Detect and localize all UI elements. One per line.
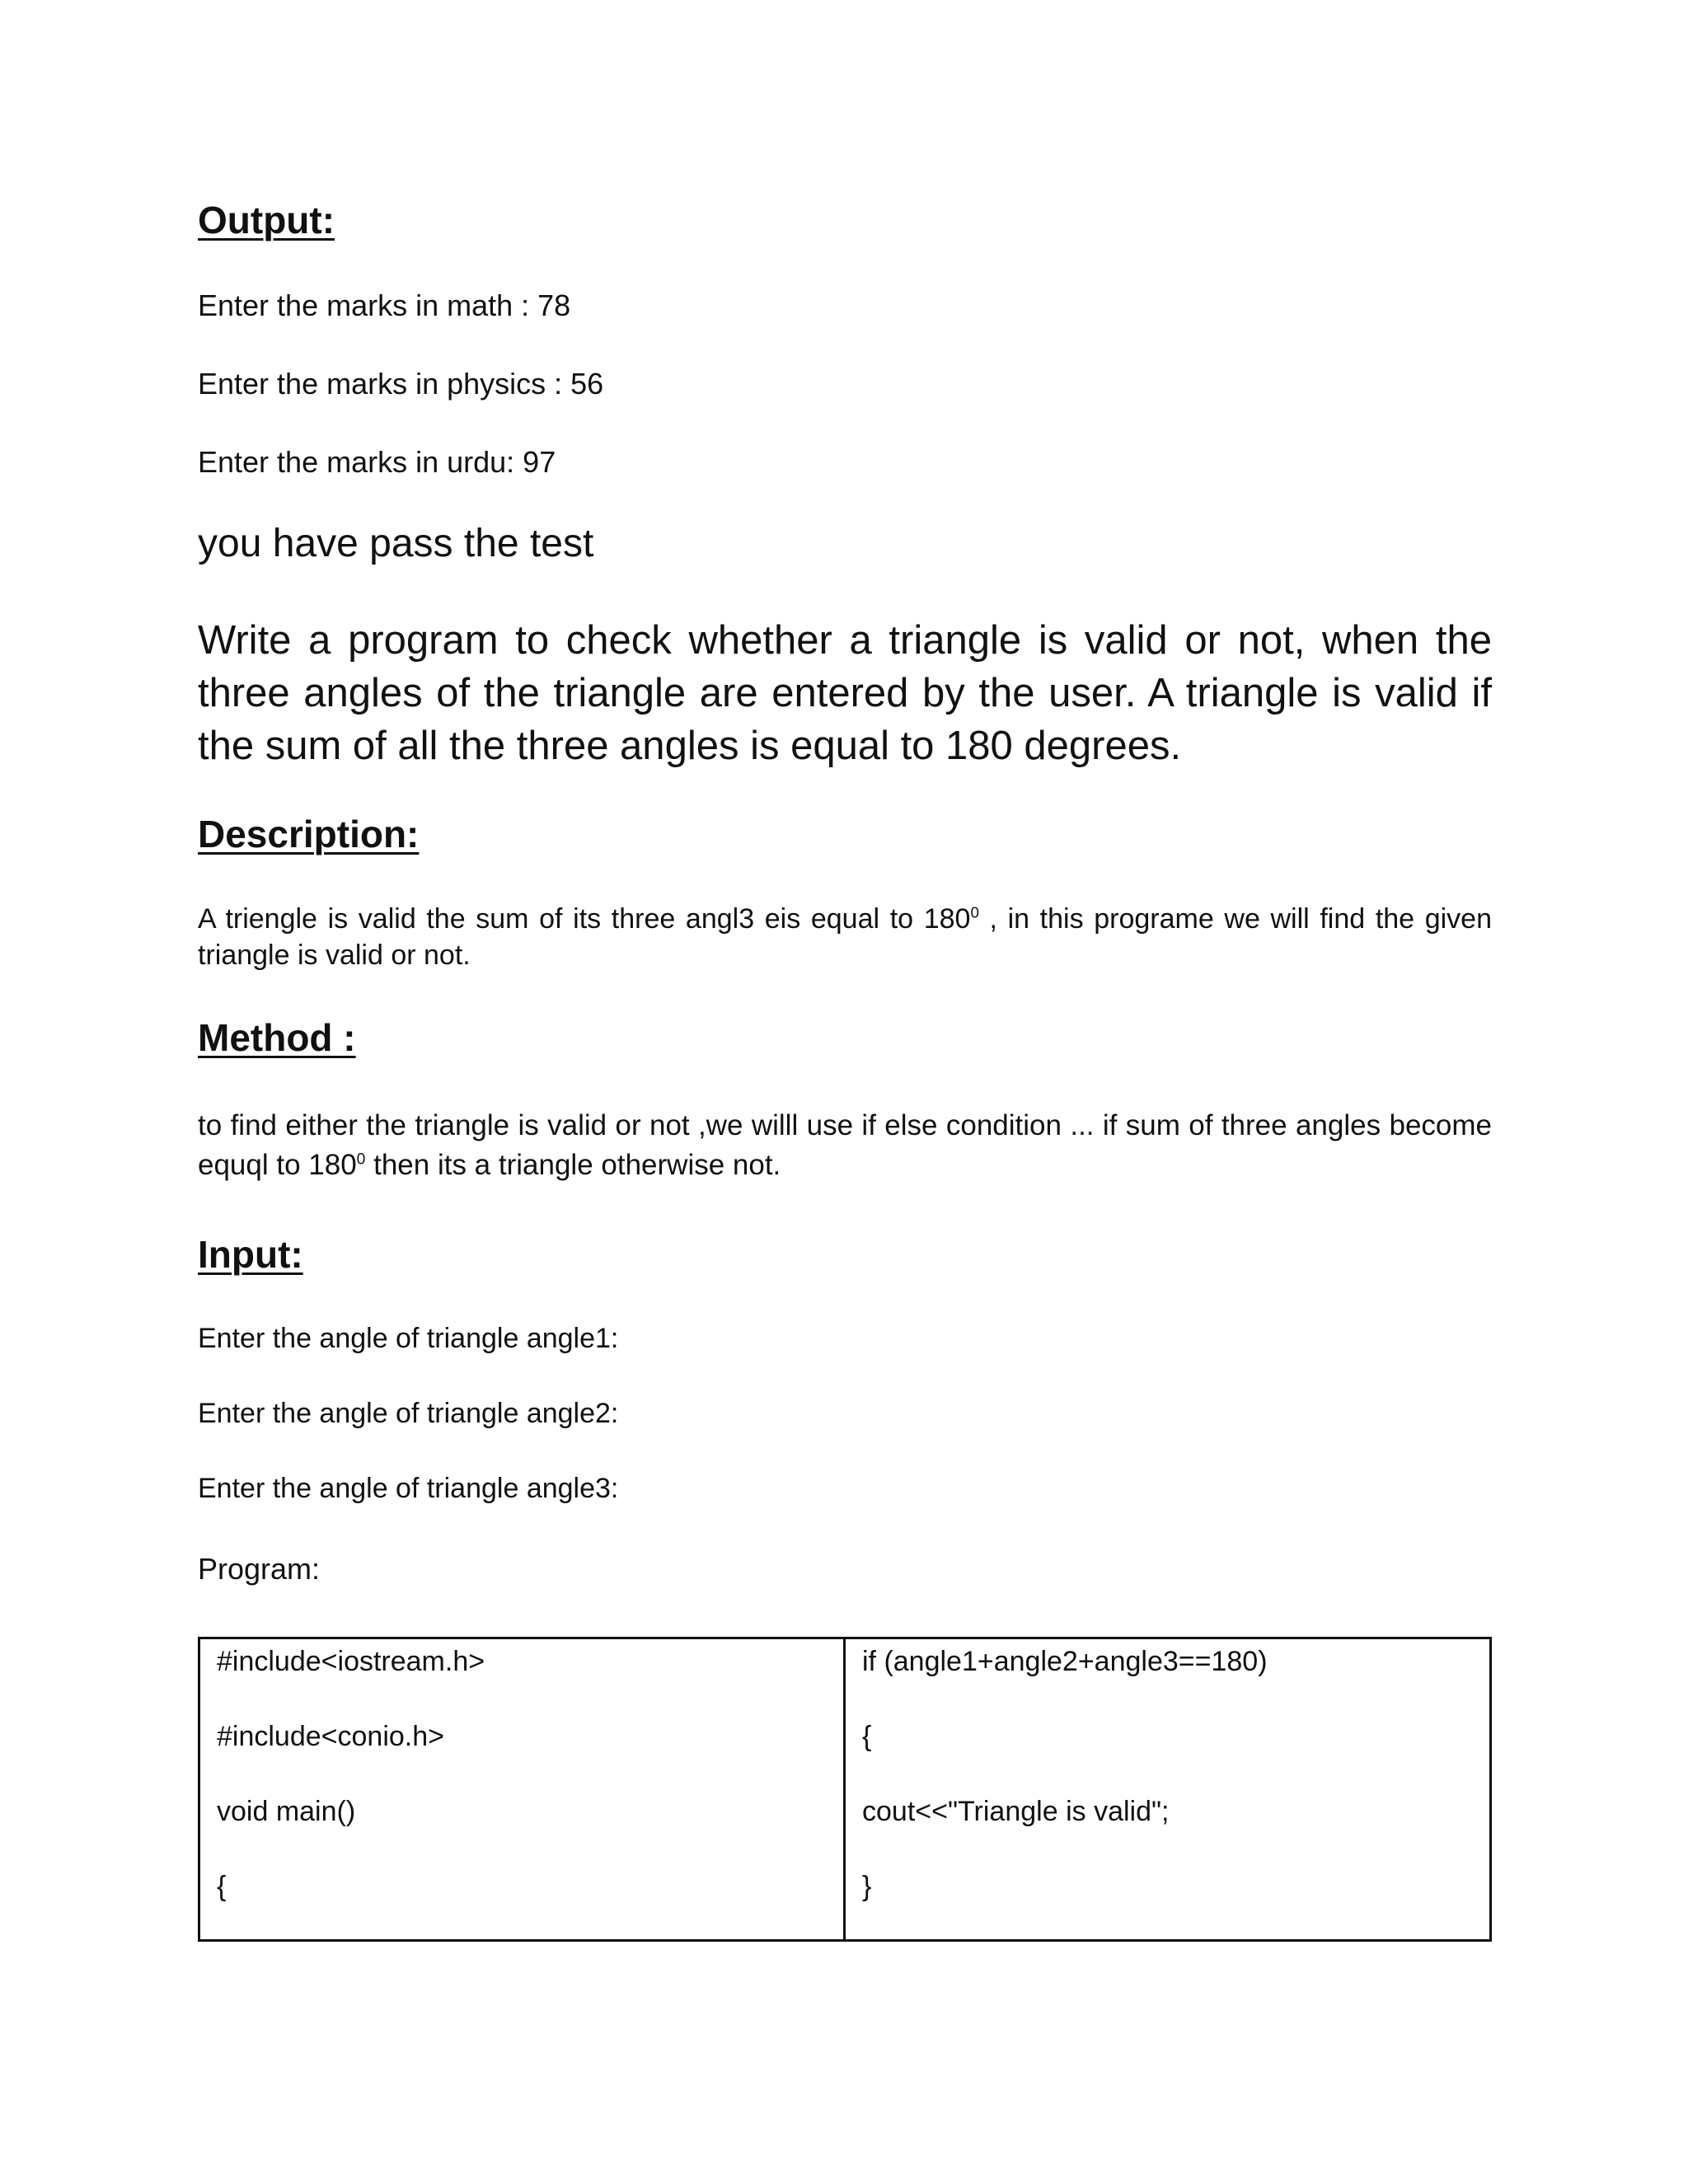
code-line: { bbox=[217, 1871, 227, 1902]
output-result: you have pass the test bbox=[198, 522, 594, 565]
code-line: cout<<"Triangle is valid"; bbox=[862, 1796, 1170, 1827]
degree-mark: 0 bbox=[356, 1151, 366, 1169]
method-text-part2: then its a triangle otherwise not. bbox=[365, 1149, 781, 1181]
code-column-left bbox=[200, 1639, 846, 1939]
code-line: #include<iostream.h> bbox=[217, 1646, 485, 1677]
description-text-part1: A triengle is valid the sum of its three angl3 eis equal to 180 bbox=[198, 903, 971, 935]
code-line: if (angle1+angle2+angle3==180) bbox=[862, 1646, 1268, 1677]
code-line: void main() bbox=[217, 1796, 356, 1827]
method-text bbox=[198, 1106, 1492, 1185]
input-line-angle3: Enter the angle of triangle angle3: bbox=[198, 1473, 619, 1504]
output-line-math: Enter the marks in math : 78 bbox=[198, 288, 571, 322]
code-line: #include<conio.h> bbox=[217, 1721, 445, 1752]
description-text-part2: , in this programe we will find the given triangle is valid or not. bbox=[198, 903, 1493, 971]
code-line: } bbox=[862, 1871, 872, 1902]
input-line-angle1: Enter the angle of triangle angle1: bbox=[198, 1323, 619, 1354]
description-heading: Description: bbox=[198, 813, 420, 855]
code-line: { bbox=[862, 1721, 872, 1752]
code-column-right bbox=[846, 1639, 1489, 1939]
question-paragraph: Write a program to check whether a triangle is valid or not, when the three angles of the triangle are entered by the user. A triangle is valid if the sum of all the three angles is equal to 180 degrees. bbox=[198, 618, 1492, 768]
method-heading: Method : bbox=[198, 1016, 356, 1059]
method-text-part1: to find either the triangle is valid or not ,we willl use if else condition ... if sum of three angles become equql to 180 bbox=[198, 1109, 1492, 1181]
output-line-urdu: Enter the marks in urdu: 97 bbox=[198, 445, 556, 479]
program-label: Program: bbox=[198, 1552, 321, 1586]
code-table bbox=[198, 1637, 1492, 1942]
output-heading: Output: bbox=[198, 199, 335, 241]
output-line-physics: Enter the marks in physics : 56 bbox=[198, 367, 604, 401]
degree-mark: 0 bbox=[970, 903, 979, 921]
input-line-angle2: Enter the angle of triangle angle2: bbox=[198, 1398, 619, 1429]
description-text bbox=[198, 901, 1492, 973]
input-heading: Input: bbox=[198, 1233, 303, 1276]
